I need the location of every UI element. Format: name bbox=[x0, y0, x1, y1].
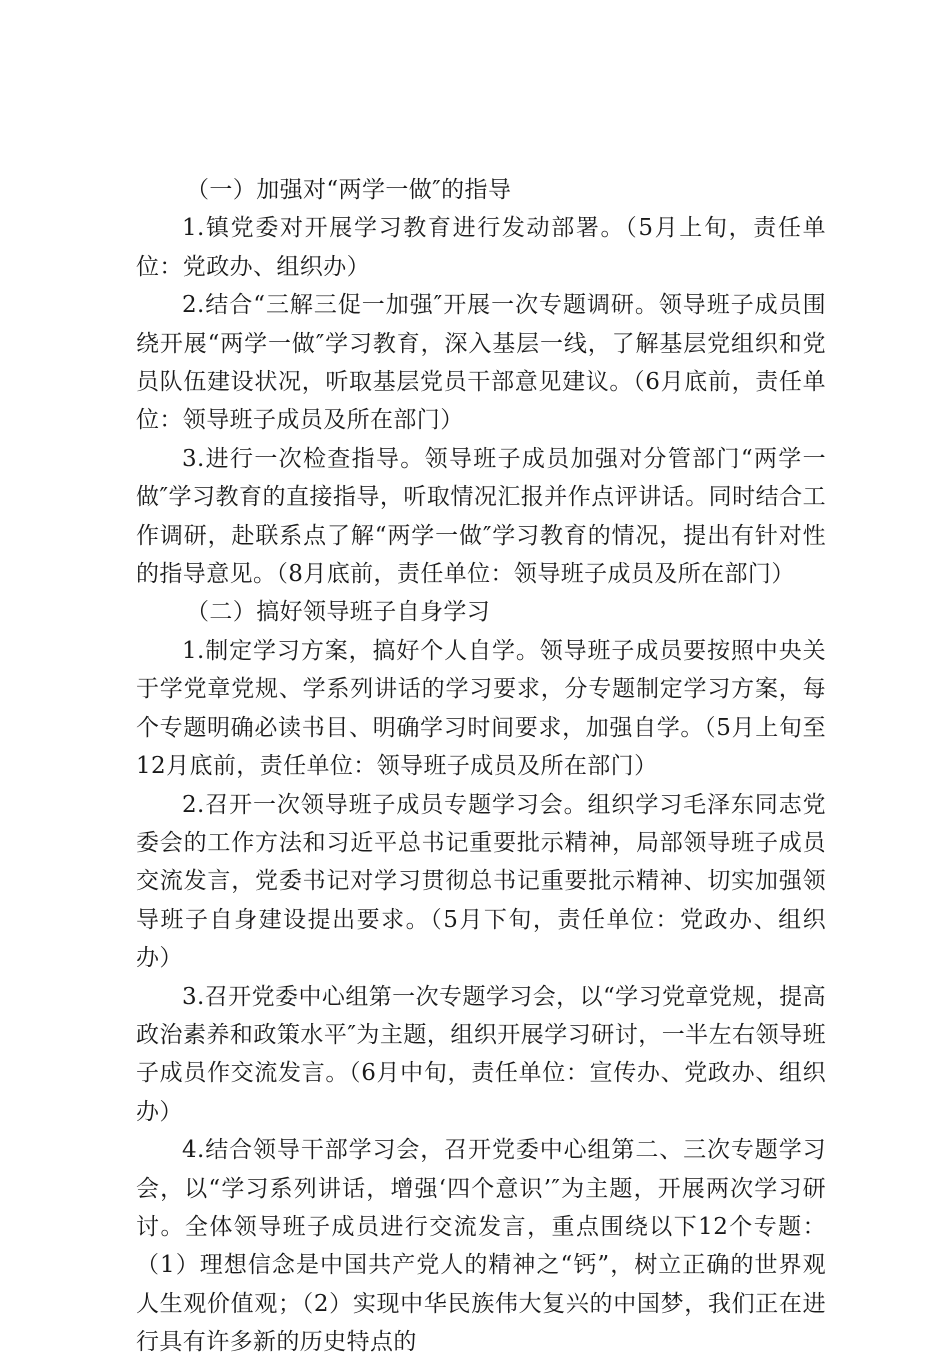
paragraph-2-1: 1.制定学习方案，搞好个人自学。领导班子成员要按照中央关于学党章党规、学系列讲话的学习要求，分专题制定学习方案，每个专题明确必读书目、明确学习时间要求，加强自学。（5月上旬至12月底前，责任单位：领导班子成员及所在部门） bbox=[136, 637, 826, 780]
paragraph-2-2: 2.召开一次领导班子成员专题学习会。组织学习毛泽东同志党委会的工作方法和习近平总书记重要批示精神，局部领导班子成员交流发言，党委书记对学习贯彻总书记重要批示精神、切实加强领导班子自身建设提出要求。（5月下旬，责任单位：党政办、组织办） bbox=[136, 791, 826, 972]
paragraph-1-1: 1.镇党委对开展学习教育进行发动部署。（5月上旬，责任单位：党政办、组织办） bbox=[136, 215, 826, 280]
section-heading-2: （二）搞好领导班子自身学习 bbox=[186, 599, 491, 626]
paragraph-2-3: 3.召开党委中心组第一次专题学习会，以“学习党章党规，提高政治素养和政策水平″为主题，组织开展学习研讨，一半左右领导班子成员作交流发言。（6月中旬，责任单位：宣传办、党政办、组织办） bbox=[136, 983, 826, 1125]
document-body bbox=[136, 171, 826, 1362]
paragraph-1-3: 3.进行一次检查指导。领导班子成员加强对分管部门“两学一做″学习教育的直接指导，听取情况汇报并作点评讲话。同时结合工作调研，赴联系点了解“两学一做″学习教育的情况，提出有针对性的指导意见。（8月底前，责任单位：领导班子成员及所在部门） bbox=[136, 445, 826, 588]
paragraph-1-2: 2.结合“三解三促一加强″开展一次专题调研。领导班子成员围绕开展“两学一做″学习教育，深入基层一线，了解基层党组织和党员队伍建设状况，听取基层党员干部意见建议。（6月底前，责任单位：领导班子成员及所在部门） bbox=[136, 292, 826, 434]
paragraph-2-4: 4.结合领导干部学习会，召开党委中心组第二、三次专题学习会，以“学习系列讲话，增强‘四个意识’″为主题，开展两次学习研讨。全体领导班子成员进行交流发言，重点围绕以下12个专题：（1）理想信念是中国共产党人的精神之“钙”，树立正确的世界观人生观价值观；（2）实现中华民族伟大复兴的中国梦，我们正在进行具有许多新的历史特点的 bbox=[136, 1137, 826, 1356]
section-heading-1: （一）加强对“两学一做″的指导 bbox=[186, 177, 512, 203]
